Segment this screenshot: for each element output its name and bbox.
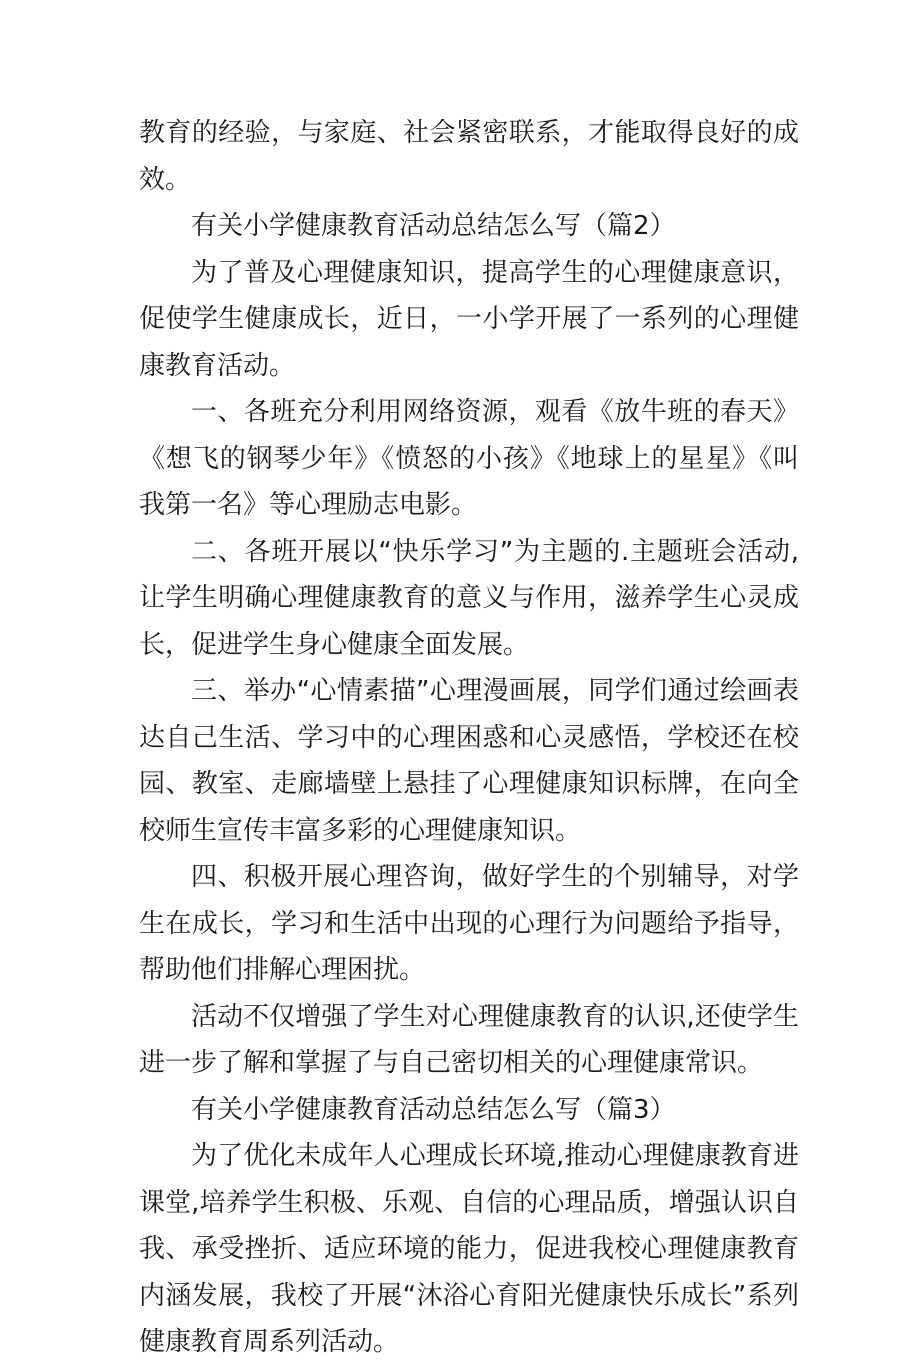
section-heading-part-2: 有关小学健康教育活动总结怎么写（篇2） bbox=[191, 211, 676, 241]
paragraph-part-3-intro: 为了优化未成年人心理成长环境,推动心理健康教育进课堂,培养学生积极、乐观、自信的心理品质，增强认识自我、承受挫折、适应环境的能力，促进我校心理健康教育内涵发展，我校了开展“沐浴心育阳光健康快乐成长”系列健康教育周系列活动。 bbox=[139, 1141, 799, 1357]
paragraph-item-4: 四、积极开展心理咨询，做好学生的个别辅导，对学生在成长，学习和生活中出现的心理行为问题给予指导，帮助他们排解心理困扰。 bbox=[139, 862, 799, 985]
paragraph-continued: 教育的经验，与家庭、社会紧密联系，才能取得良好的成效。 bbox=[139, 118, 799, 195]
paragraph-conclusion: 活动不仅增强了学生对心理健康教育的认识,还使学生进一步了解和掌握了与自己密切相关的心理健康常识。 bbox=[139, 1001, 799, 1078]
paragraph-item-2: 二、各班开展以“快乐学习”为主题的.主题班会活动,让学生明确心理健康教育的意义与作用，滋养学生心灵成长，促进学生身心健康全面发展。 bbox=[139, 536, 799, 660]
paragraph-intro: 为了普及心理健康知识，提高学生的心理健康意识，促使学生健康成长，近日，一小学开展了一系列的心理健康教育活动。 bbox=[139, 257, 799, 381]
section-heading-part-3: 有关小学健康教育活动总结怎么写（篇3） bbox=[191, 1094, 676, 1125]
paragraph-item-3: 三、举办“心情素描”心理漫画展，同学们通过绘画表达自己生活、学习中的心理困惑和心灵感悟，学校还在校园、教室、走廊墙壁上悬挂了心理健康知识标牌，在向全校师生宣传丰富多彩的心理健康知识。 bbox=[139, 676, 799, 846]
document-body bbox=[139, 110, 799, 1366]
paragraph-item-1: 一、各班充分利用网络资源，观看《放牛班的春天》《想飞的钢琴少年》《愤怒的小孩》《地球上的星星》《叫我第一名》等心理励志电影。 bbox=[139, 397, 799, 520]
